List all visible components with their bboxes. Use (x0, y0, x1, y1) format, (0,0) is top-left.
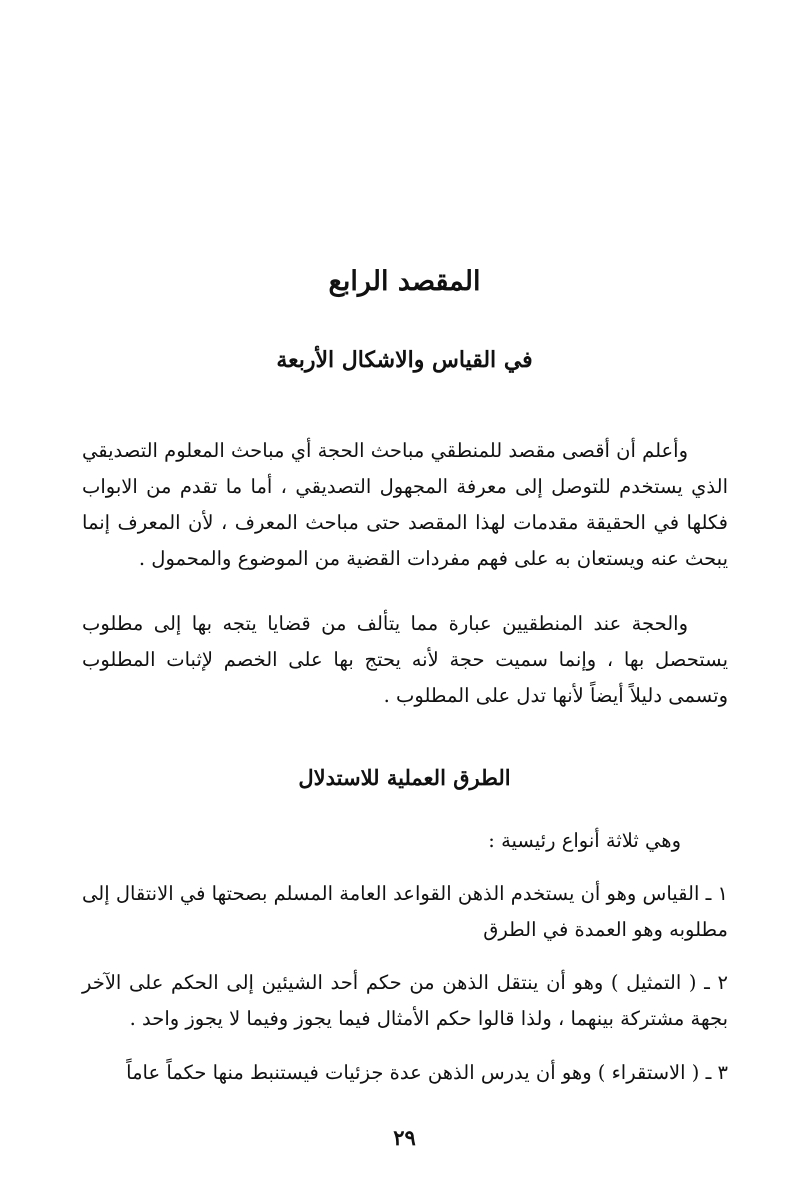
chapter-subtitle: في القياس والاشكال الأربعة (276, 347, 533, 373)
list-item: ٣ ـ ( الاستقراء ) وهو أن يدرس الذهن عدة جزئيات فيستنبط منها حكماً عاماً (126, 1061, 728, 1084)
list-item: ١ ـ القياس وهو أن يستخدم الذهن القواعد العامة المسلم بصحتها في الانتقال إلى مطلوبه وهو العمدة في الطرق (82, 882, 728, 941)
body-paragraph (82, 606, 728, 714)
body-paragraph (82, 433, 728, 577)
page-number: ٢٩ (393, 1125, 416, 1150)
chapter-title: المقصد الرابع (328, 266, 481, 297)
paragraph-text: والحجة عند المنطقيين عبارة مما يتألف من قضايا يتجه بها إلى مطلوب يستحصل بها ، وإنما سميت حجة لأنه يحتج بها على الخصم لإثبات المطلوب وتسمى دليلاً أيضاً لأنها تدل على المطلوب . (82, 612, 728, 707)
section-heading: الطرق العملية للاستدلال (298, 765, 511, 790)
list-item: ٢ ـ ( التمثيل ) وهو أن ينتقل الذهن من حكم أحد الشيئين إلى الحكم على الآخر بجهة مشتركة بينهما ، ولذا قالوا حكم الأمثال فيما يجوز وفيما لا يجوز واحد . (82, 971, 728, 1030)
section-intro: وهي ثلاثة أنواع رئيسية : (488, 829, 681, 852)
paragraph-text: وأعلم أن أقصى مقصد للمنطقي مباحث الحجة أي مباحث المعلوم التصديقي الذي يستخدم للتوصل إلى معرفة المجهول التصديقي ، أما ما تقدم من الابواب فكلها في الحقيقة مقدمات لهذا المقصد حتى مباحث المعرف ، لأن المعرف إنما يبحث عنه ويستعان به على فهم مفردات القضية من الموضوع والمحمول . (82, 439, 728, 570)
